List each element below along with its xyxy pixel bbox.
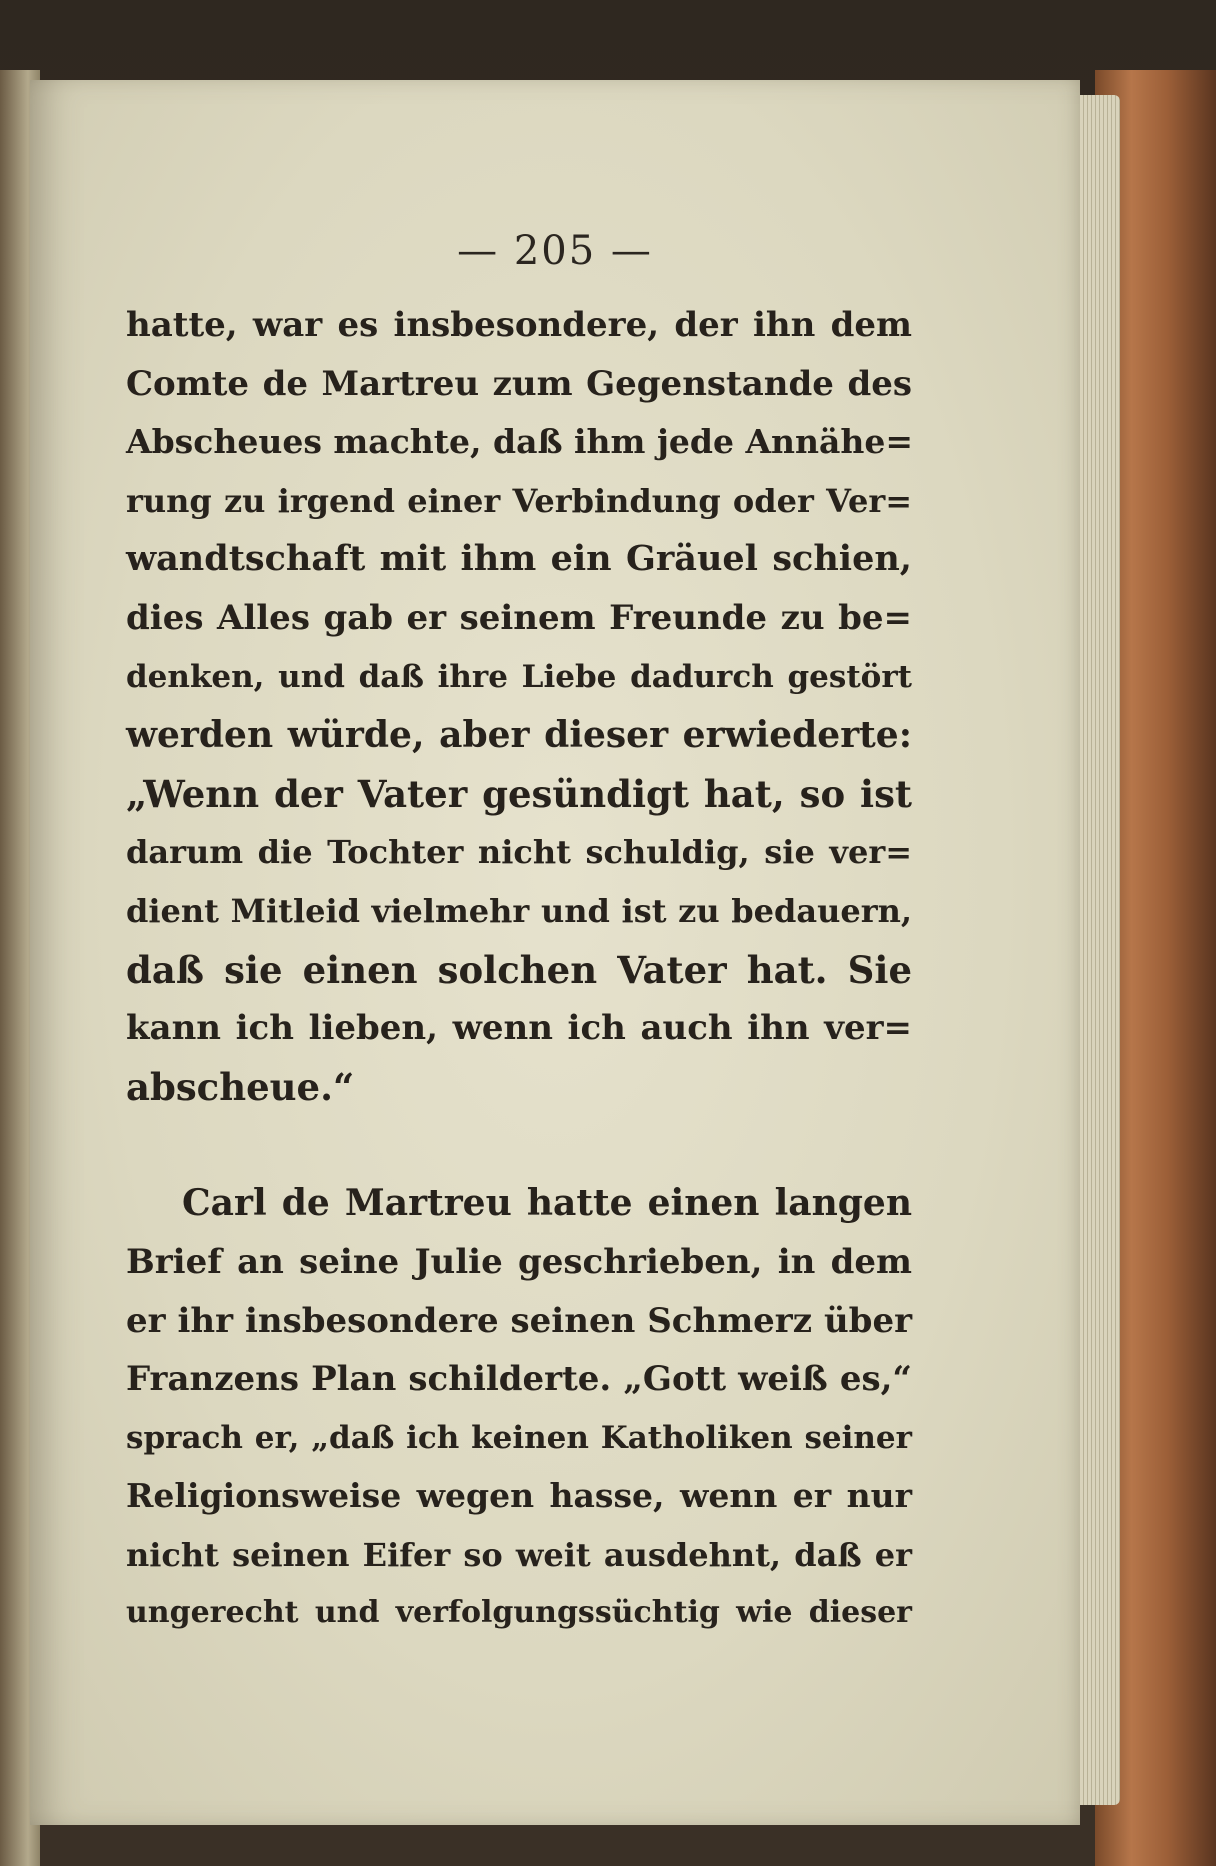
text-line: hatte, war es insbesondere, der ihn dem — [126, 305, 912, 345]
text-line: wandtschaft mit ihm ein Gräuel schien, — [126, 538, 912, 580]
text-line: Carl de Martreu hatte einen langen — [182, 1182, 912, 1225]
page-number: — 205 — — [457, 228, 653, 274]
text-line: nicht seinen Eifer so weit ausdehnt, daß er — [126, 1535, 912, 1574]
text-line: Religionsweise wegen hasse, wenn er nur — [126, 1476, 912, 1516]
text-line: er ihr insbesondere seinen Schmerz über — [126, 1300, 912, 1341]
text-line: sprach er, „daß ich keinen Katholiken seiner — [126, 1419, 912, 1456]
text-line: Abscheues machte, daß ihm jede Annähe= — [126, 422, 914, 462]
text-line: ungerecht und verfolgungssüchtig wie dieser — [126, 1595, 912, 1631]
text-line: abscheue.“ — [126, 1064, 355, 1109]
text-line: kann ich lieben, wenn ich auch ihn ver= — [126, 1008, 912, 1049]
text-line: Brief an seine Julie geschrieben, in dem — [126, 1241, 912, 1282]
text-line: dient Mitleid vielmehr und ist zu bedauern, — [126, 891, 912, 930]
text-line: daß sie einen solchen Vater hat. Sie — [126, 947, 912, 992]
text-line: „Wenn der Vater gesündigt hat, so ist — [126, 771, 912, 816]
text-line: Franzens Plan schilderte. „Gott weiß es,“ — [126, 1359, 912, 1400]
book-page — [30, 80, 1080, 1825]
text-line: werden würde, aber dieser erwiederte: — [126, 714, 912, 757]
text-line: denken, und daß ihre Liebe dadurch gestört — [126, 658, 912, 695]
body-text — [126, 296, 912, 1643]
text-line: dies Alles gab er seinem Freunde zu be= — [126, 597, 912, 638]
paragraph — [126, 1174, 912, 1643]
paragraph — [126, 296, 912, 1116]
text-line: Comte de Martreu zum Gegenstande des — [126, 363, 912, 404]
text-line: rung zu irgend einer Verbindung oder Ver= — [126, 481, 912, 520]
text-line: darum die Tochter nicht schuldig, sie ver= — [126, 833, 912, 872]
